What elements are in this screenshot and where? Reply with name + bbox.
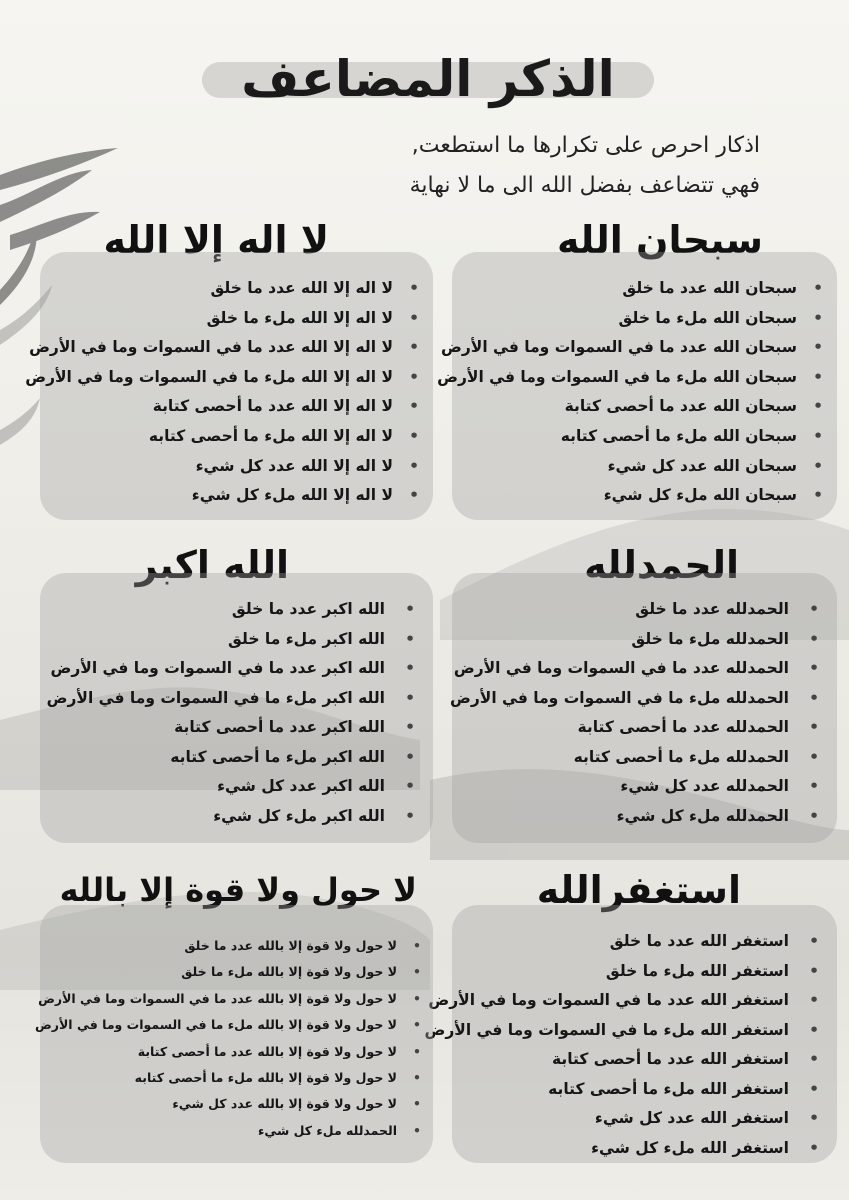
list-item: • لا اله إلا الله ملء كل شيء	[40, 481, 419, 511]
list-item: • الحمدلله عدد ما خلق	[452, 595, 819, 625]
dhikr-card-la-hawla	[34, 905, 433, 1163]
list-item: • سبحان الله عدد ما أحصى كتابة	[452, 392, 823, 422]
dhikr-card-allahu-akbar	[40, 573, 433, 843]
list-item: • الحمدلله عدد ما أحصى كتابة	[452, 713, 819, 743]
list-item: • لا اله إلا الله عدد ما خلق	[40, 274, 419, 304]
list-item: • لا اله إلا الله ملء ما أحصى كتابه	[40, 422, 419, 452]
list-item: • سبحان الله عدد كل شيء	[452, 452, 823, 482]
dhikr-card-astaghfirullah	[424, 905, 837, 1163]
dhikr-list	[437, 252, 837, 511]
dhikr-card-alhamdulillah	[452, 573, 837, 843]
page-title: الذكر المضاعف	[241, 50, 615, 108]
list-item: • لا حول ولا قوة إلا بالله عدد ما في السموات وما في الأرض	[40, 986, 421, 1012]
list-item: • سبحان الله ملء ما أحصى كتابه	[452, 422, 823, 452]
list-item: • لا اله إلا الله ملء ما خلق	[40, 304, 419, 334]
list-item: • الله اكبر عدد ما خلق	[40, 595, 415, 625]
list-item: • لا اله إلا الله عدد ما في السموات وما في الأرض	[40, 333, 419, 363]
section-title-subhan-allah: سبحان الله	[556, 218, 763, 262]
section-title-allahu-akbar: الله اكبر	[135, 543, 289, 587]
list-item: • لا حول ولا قوة إلا بالله عدد ما خلق	[40, 933, 421, 959]
list-item: • سبحان الله عدد ما في السموات وما في الأرض	[452, 333, 823, 363]
list-item: • لا اله إلا الله عدد كل شيء	[40, 452, 419, 482]
list-item: • استغفر الله عدد ما خلق	[452, 927, 819, 957]
list-item: • الحمدلله ملء ما أحصى كتابه	[452, 743, 819, 773]
list-item: • سبحان الله ملء ما في السموات وما في الأرض	[452, 363, 823, 393]
list-item: • استغفر الله ملء ما خلق	[452, 957, 819, 987]
list-item: • الحمدلله عدد كل شيء	[452, 772, 819, 802]
list-item: • الله اكبر ملء ما خلق	[40, 625, 415, 655]
dhikr-list	[40, 573, 433, 831]
list-item: • استغفر الله ملء كل شيء	[452, 1134, 819, 1164]
list-item: • لا حول ولا قوة إلا بالله ملء ما خلق	[40, 959, 421, 985]
section-title-astaghfirullah: استغفرالله	[536, 868, 741, 912]
list-item: • الحمدلله ملء ما خلق	[452, 625, 819, 655]
list-item: • لا حول ولا قوة إلا بالله ملء ما في السموات وما في الأرض	[40, 1012, 421, 1038]
dhikr-card-la-ilaha-illallah	[25, 252, 433, 520]
list-item: • الله اكبر ملء ما أحصى كتابه	[40, 743, 415, 773]
list-item: • الله اكبر ملء كل شيء	[40, 802, 415, 832]
list-item: • استغفر الله ملء ما في السموات وما في الأرض	[452, 1016, 819, 1046]
list-item: • سبحان الله عدد ما خلق	[452, 274, 823, 304]
list-item: • استغفر الله عدد ما في السموات وما في الأرض	[452, 986, 819, 1016]
list-item: • سبحان الله ملء كل شيء	[452, 481, 823, 511]
list-item: • استغفر الله عدد ما أحصى كتابة	[452, 1045, 819, 1075]
list-item: • الله اكبر عدد ما أحصى كتابة	[40, 713, 415, 743]
dhikr-list	[452, 573, 837, 831]
list-item: • لا اله إلا الله عدد ما أحصى كتابة	[40, 392, 419, 422]
list-item: • الله اكبر عدد ما في السموات وما في الأرض	[40, 654, 415, 684]
list-item: • الحمدلله عدد ما في السموات وما في الأرض	[452, 654, 819, 684]
dhikr-list	[424, 905, 837, 1163]
list-item: • لا حول ولا قوة إلا بالله عدد ما أحصى كتابة	[40, 1039, 421, 1065]
dhikr-list	[25, 252, 433, 511]
list-item: • لا اله إلا الله ملء ما في السموات وما في الأرض	[40, 363, 419, 393]
list-item: • استغفر الله عدد كل شيء	[452, 1104, 819, 1134]
dhikr-card-subhan-allah	[437, 252, 837, 520]
list-item: • الحمدلله ملء ما في السموات وما في الأرض	[452, 684, 819, 714]
list-item: • الله اكبر عدد كل شيء	[40, 772, 415, 802]
list-item: • الحمدلله ملء كل شيء	[452, 802, 819, 832]
intro-text: اذكار احرص على تكرارها ما استطعت, فهي تتضاعف بفضل الله الى ما لا نهاية	[409, 133, 760, 198]
list-item: • لا حول ولا قوة إلا بالله عدد كل شيء	[40, 1091, 421, 1117]
section-title-la-ilaha-illallah: لا اله إلا الله	[103, 218, 329, 262]
list-item: • الله اكبر ملء ما في السموات وما في الأرض	[40, 684, 415, 714]
list-item: • سبحان الله ملء ما خلق	[452, 304, 823, 334]
list-item: • لا حول ولا قوة إلا بالله ملء ما أحصى كتابه	[40, 1065, 421, 1091]
list-item: • الحمدلله ملء كل شيء	[40, 1118, 421, 1144]
section-title-la-hawla: لا حول ولا قوة إلا بالله	[59, 871, 417, 909]
section-title-alhamdulillah: الحمدلله	[584, 543, 739, 587]
dhikr-list	[34, 905, 433, 1144]
list-item: • استغفر الله ملء ما أحصى كتابه	[452, 1075, 819, 1105]
